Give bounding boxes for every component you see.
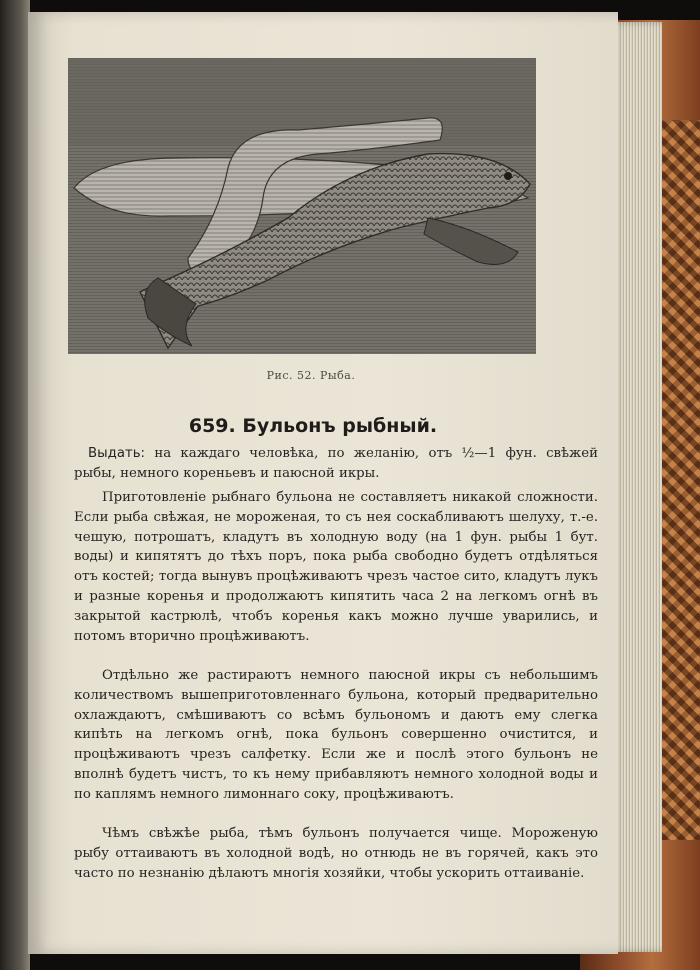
left-page-edge: [0, 0, 30, 970]
binding-braid-decoration: [662, 120, 700, 840]
book-page: [28, 12, 618, 954]
figure-caption: Рис. 52. Рыба.: [266, 369, 356, 382]
paragraph-1: [74, 488, 598, 646]
issue-label: Выдать:: [88, 446, 146, 461]
paragraph-text: Отдѣльно же растираютъ немного паюсной икры съ небольшимъ количествомъ вышеприготовленнаго бульона, который предварительно охлаждаютъ, смѣшиваютъ со всѣмъ бульономъ и даютъ ему слегка кипѣть на легкомъ огнѣ, пока бульонъ совершенно очистится, и процѣживаютъ чрезъ салфетку. Если же и послѣ этого бульонъ не вполнѣ будетъ чистъ, то къ нему прибавляютъ немного холодной воды и по каплямъ немного лимоннаго соку, процѣживаютъ.: [74, 668, 598, 802]
fish-illustration: [68, 58, 536, 354]
issue-instruction: [74, 444, 598, 484]
paragraph-text: Чѣмъ свѣжѣе рыба, тѣмъ бульонъ получается чище. Мороженую рыбу оттаиваютъ въ холодной водѣ, но отнюдь не въ горячей, какъ это часто по незнанію дѣлаютъ многія хозяйки, чтобы ускорить оттаиваніе.: [74, 826, 598, 881]
paragraph-text: Приготовленіе рыбнаго бульона не составляетъ никакой сложности. Если рыба свѣжая, не мороженая, то съ нея соскабливаютъ шелуху, т.-е. чешую, потрошатъ, кладутъ въ холодную воду (на 1 фун. рыбы 1 бут. воды) и кипятятъ до тѣхъ поръ, пока рыба свободно будетъ отдѣляться отъ костей; тогда вынувъ процѣживаютъ чрезъ частое сито, кладутъ лукъ и разные коренья и продолжаютъ кипятить часа 2 на легкомъ огнѣ въ закрытой кастрюлѣ, чтобъ коренья какъ можно лучше уварились, и потомъ вторично процѣживаютъ.: [74, 490, 598, 644]
issue-text: на каждаго человѣка, по желанію, отъ ½—1 фун. свѣжей рыбы, немного кореньевъ и паюсной икры.: [74, 446, 598, 481]
paragraph-2: [74, 666, 598, 805]
fish-engraving-icon: [68, 58, 536, 354]
recipe-title: 659. Бульонъ рыбный.: [188, 415, 438, 437]
paragraph-3: [74, 824, 598, 883]
